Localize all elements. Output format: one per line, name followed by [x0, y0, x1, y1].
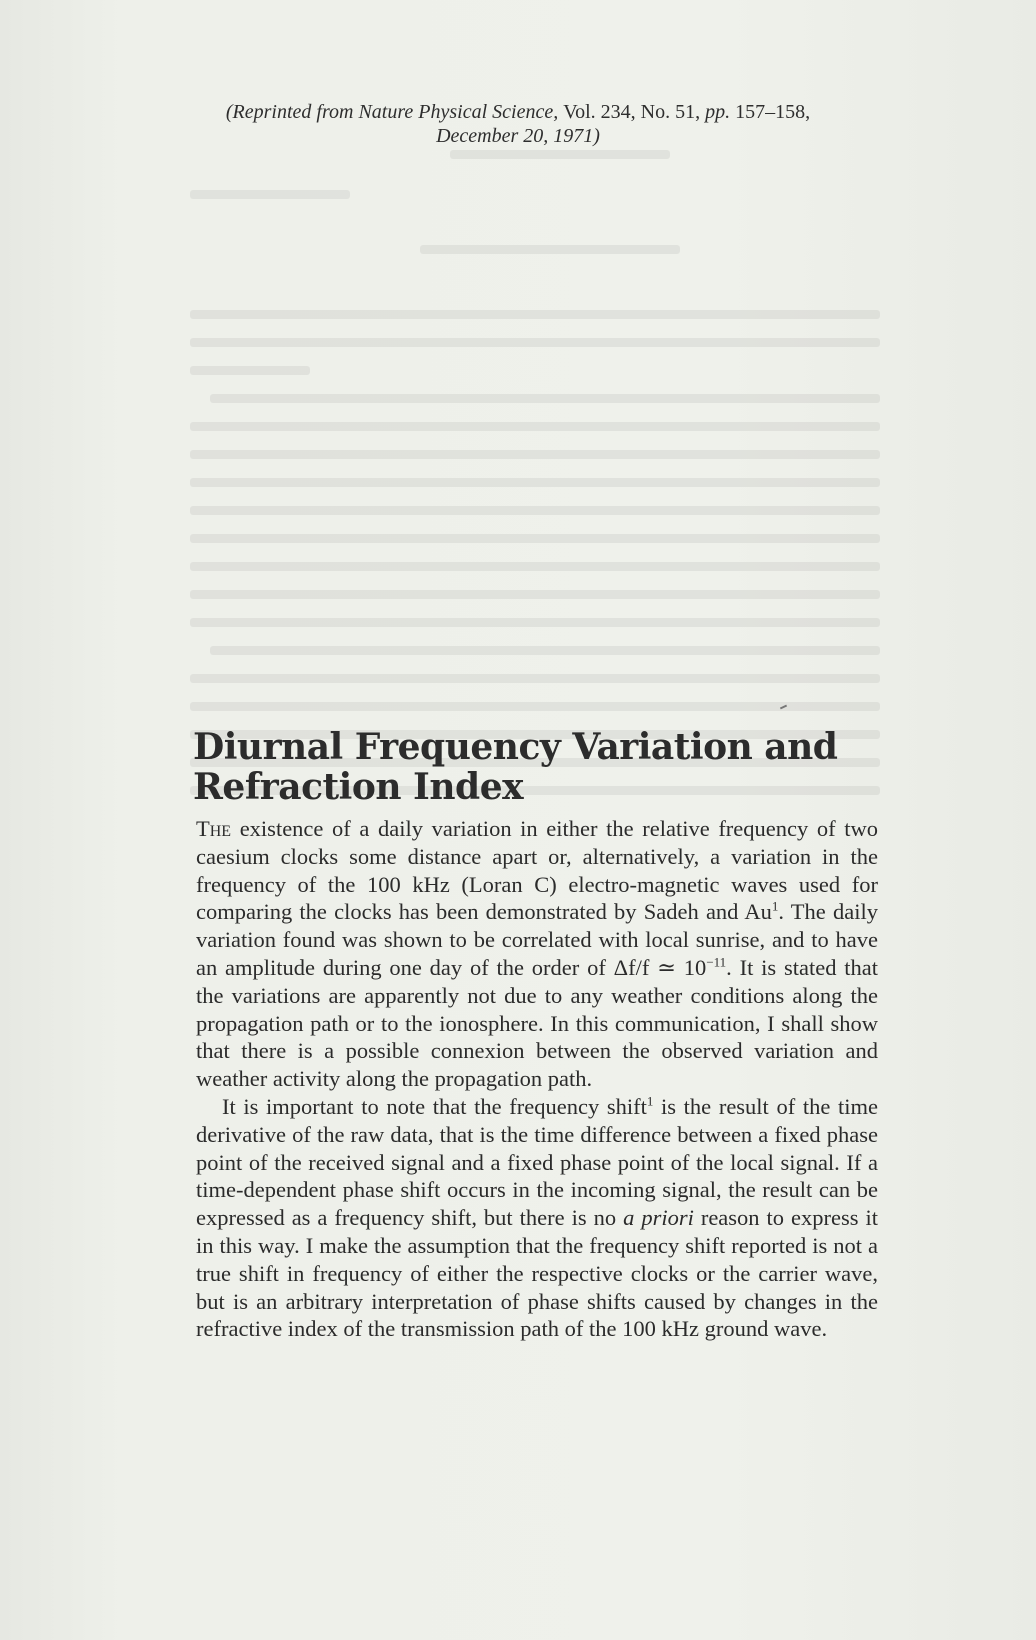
reference-superscript: 1 [771, 898, 779, 914]
paragraph-2-text-a: It is important to note that the frequency shift [222, 1093, 647, 1119]
exponent-superscript: −11 [706, 954, 727, 970]
paragraph-2-text-b: is the result of the time derivative of the raw data, that is the time difference between a fixed phase point of the received signal and a fixed phase point of the local signal. If a time-dependent phase shift occurs in the incoming signal, the result can be expressed as a frequency shift, but there is no [196, 1093, 878, 1231]
citation-pages: 157–158, [730, 101, 811, 123]
citation-pages-label: pp. [705, 101, 731, 123]
citation-journal: (Reprinted from Nature Physical Science, [225, 101, 564, 123]
paragraph-1-text-a: existence of a daily variation in either the relative frequency of two caesium clocks some distance apart or, alternatively, a variation in the frequency of the 100 kHz (Loran C) electro-magnetic waves used for comparing the clocks has been demonstrated by Sadeh and Au [196, 816, 878, 925]
reference-superscript: 1 [646, 1093, 654, 1109]
paragraph-1 [196, 815, 878, 1093]
title-line-2: Refraction Index [193, 766, 524, 808]
paragraph-1-lead-word: The [196, 816, 232, 841]
bleed-through-text [190, 150, 880, 810]
citation-line-2: December 20, 1971) [436, 125, 600, 147]
citation-line-1 [150, 100, 886, 124]
paragraph-1-text-c: . It is stated that the variations are apparently not due to any weather conditions along the propagation path or to the ionosphere. In this communication, I shall show that there is a possible connexion between the observed variation and weather activity along the propagation path. [196, 954, 878, 1092]
article-body [196, 815, 878, 1343]
article-title [193, 727, 893, 807]
paragraph-1-text-b: . The daily variation found was shown to be correlated with local sunrise, and to have an amplitude during one day of the order of Δf/f ≃ 10 [196, 899, 878, 980]
paragraph-2 [196, 1093, 878, 1343]
citation-volume: Vol. 234, No. 51, [563, 101, 706, 123]
title-line-1: Diurnal Frequency Variation and [193, 726, 838, 768]
paragraph-2-text-c: reason to express it in this way. I make the assumption that the frequency shift reported is not a true shift in frequency of either the respective clocks or the carrier wave, but is an arbitrary interpretation of phase shifts caused by changes in the refractive index of the transmission path of the 100 kHz ground wave. [196, 1205, 878, 1342]
paragraph-2-italic: a priori [623, 1205, 694, 1231]
reprint-citation [150, 100, 886, 148]
